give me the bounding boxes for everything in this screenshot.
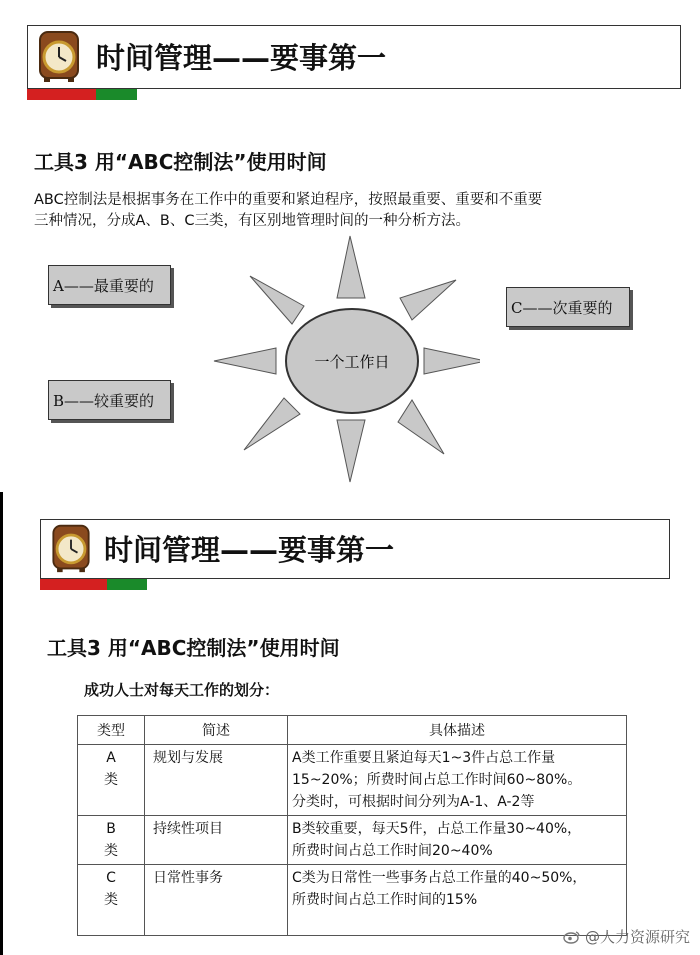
- table-row: [78, 745, 627, 816]
- tool-heading: 工具3 用“ABC控制法”使用时间: [47, 636, 340, 660]
- header-brief: 简述: [145, 716, 288, 745]
- type-suffix: 类: [104, 843, 118, 859]
- tool-heading: 工具3 用“ABC控制法”使用时间: [34, 150, 327, 174]
- sun-ray: [337, 420, 365, 482]
- accent-bar-red: [40, 579, 107, 590]
- description-cell: [288, 865, 627, 936]
- category-a-box: A——最重要的: [48, 265, 171, 305]
- center-label: 一个工作日: [314, 353, 390, 371]
- sun-ray: [250, 276, 304, 324]
- accent-bar-green: [96, 89, 137, 100]
- type-suffix: 类: [104, 772, 118, 788]
- brief-cell: 规划与发展: [145, 745, 288, 816]
- type-letter: A: [106, 750, 116, 766]
- sun-ray: [424, 348, 480, 374]
- table-row: [78, 865, 627, 936]
- type-suffix: 类: [104, 892, 118, 908]
- work-division-table: [77, 715, 627, 936]
- type-letter: C: [106, 870, 116, 886]
- table-header-row: [78, 716, 627, 745]
- type-cell: [78, 816, 145, 865]
- table-row: [78, 816, 627, 865]
- slide-work-division: [0, 492, 700, 955]
- paragraph-line: 三种情况，分成A、B、C三类，有区别地管理时间的一种分析方法。: [34, 213, 470, 229]
- description-cell: [288, 816, 627, 865]
- header-type: 类型: [78, 716, 145, 745]
- header-description: 具体描述: [288, 716, 627, 745]
- page-title: 时间管理——要事第一: [96, 41, 387, 75]
- description-line: A类工作重要且紧迫每天1~3件占总工作量: [292, 750, 556, 766]
- sun-ray: [400, 280, 456, 320]
- category-c-box: C——次重要的: [506, 287, 630, 327]
- description-line: 所费时间占总工作时间的15%: [292, 892, 478, 908]
- type-letter: B: [106, 821, 116, 837]
- description-cell: [288, 745, 627, 816]
- description-line: 15~20%；所费时间占总工作时间60~80%。: [292, 772, 582, 788]
- weibo-logo-icon: [563, 930, 581, 944]
- brief-cell: 持续性项目: [145, 816, 288, 865]
- brief-cell: 日常性事务: [145, 865, 288, 936]
- category-b-box: B——较重要的: [48, 380, 171, 420]
- description-line: 分类时，可根据时间分列为A-1、A-2等: [292, 794, 535, 810]
- sun-ray: [337, 236, 365, 298]
- description-line: C类为日常性一些事务占总工作量的40~50%，: [292, 870, 587, 886]
- paragraph-line: ABC控制法是根据事务在工作中的重要和紧迫程序，按照最重要、重要和不重要: [34, 192, 543, 208]
- accent-bar-red: [27, 89, 96, 100]
- sun-ray: [398, 400, 444, 454]
- page-title: 时间管理——要事第一: [104, 533, 395, 567]
- sun-ray: [214, 348, 276, 374]
- alarm-clock-icon: [49, 522, 93, 574]
- watermark-text: @人力资源研究: [584, 928, 690, 946]
- alarm-clock-icon: [36, 28, 82, 84]
- watermark: [563, 926, 690, 947]
- type-cell: [78, 745, 145, 816]
- description-line: B类较重要，每天5件，占总工作量30~40%，: [292, 821, 582, 837]
- type-cell: [78, 865, 145, 936]
- sun-ray: [244, 398, 300, 450]
- description-line: 所费时间占总工作时间20~40%: [292, 843, 493, 859]
- sun-diagram: [200, 228, 480, 490]
- subheading: 成功人士对每天工作的划分：: [84, 681, 280, 699]
- intro-paragraph: [34, 190, 542, 232]
- accent-bar-green: [107, 579, 147, 590]
